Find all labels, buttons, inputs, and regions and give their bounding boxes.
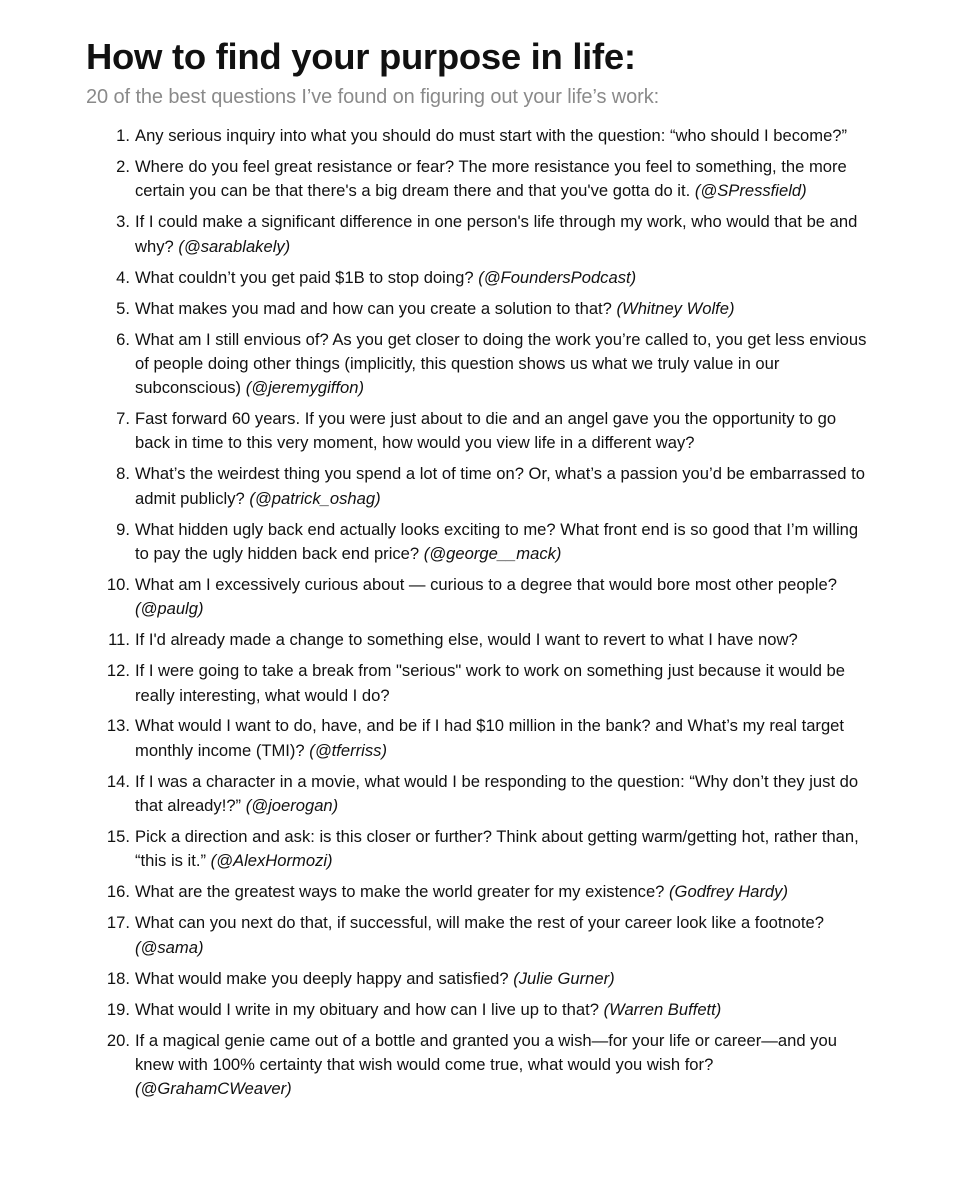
question-source: (@SPressfield) [694, 181, 807, 201]
question-text: What am I still envious of? As you get closer to doing the work you’re called to, you get less envious of people doing other things (implicitly, this question shows us what we truly value in our subconscious) [135, 329, 867, 398]
question-item-8 [86, 462, 869, 511]
question-item-13 [86, 714, 869, 763]
question-source: (@sama) [135, 937, 204, 957]
question-item-4 [86, 266, 869, 290]
question-source: (@FoundersPodcast) [478, 267, 637, 287]
page-subtitle: 20 of the best questions I’ve found on figuring out your life’s work: [86, 86, 660, 108]
question-text: What would I write in my obituary and how can I live up to that? [135, 999, 599, 1019]
question-source: (@sarablakely) [178, 236, 291, 256]
question-number: 11. [108, 630, 130, 650]
question-number: 10. [106, 574, 130, 594]
question-number: 16. [106, 882, 130, 902]
question-item-11 [86, 628, 869, 652]
question-item-18 [86, 967, 869, 991]
question-source: (@george__mack) [423, 543, 562, 563]
question-source: (Godfrey Hardy) [669, 882, 788, 902]
question-text: Any serious inquiry into what you should do must start with the question: “who should I become?” [135, 126, 848, 145]
question-text: What am I excessively curious about — curious to a degree that would bore most other people? [135, 574, 837, 594]
question-item-7 [86, 407, 869, 456]
question-source: (@tferriss) [309, 740, 387, 760]
question-source: (@jeremygiffon) [245, 378, 364, 398]
question-item-9 [86, 518, 869, 567]
question-source: (@paulg) [135, 599, 204, 619]
question-number: 13. [106, 716, 130, 736]
question-text: If I was a character in a movie, what would I be responding to the question: “Why don’t they just do that already!?” [135, 771, 859, 816]
question-text: What makes you mad and how can you create a solution to that? [135, 298, 612, 318]
question-number: 7. [116, 409, 130, 429]
question-number: 12. [106, 661, 130, 681]
question-item-20 [86, 1029, 869, 1102]
question-item-16 [86, 880, 869, 904]
question-item-15 [86, 825, 869, 874]
question-item-14 [86, 770, 869, 819]
question-source: (@AlexHormozi) [210, 851, 333, 871]
question-text: If a magical genie came out of a bottle and granted you a wish—for your life or career—and you knew with 100% certainty that wish would come true, what would you wish for? [135, 1030, 837, 1074]
question-number: 14. [106, 771, 130, 791]
question-item-10 [86, 573, 869, 622]
question-number: 20. [106, 1030, 130, 1050]
page-title: How to find your purpose in life: [86, 36, 636, 77]
question-source: (Julie Gurner) [513, 968, 615, 988]
question-number: 5. [116, 298, 130, 318]
question-text: Pick a direction and ask: is this closer or further? Think about getting warm/getting hot, rather than, “this is it.” [135, 827, 859, 871]
question-text: Where do you feel great resistance or fear? The more resistance you feel to something, the more certain you can be that there's a big dream there and that you've gotta do it. [135, 156, 847, 201]
question-item-1 [86, 124, 869, 148]
question-number: 2. [116, 156, 130, 176]
question-source: (@joerogan) [245, 796, 339, 816]
question-number: 15. [106, 827, 130, 847]
question-text: What hidden ugly back end actually looks exciting to me? What front end is so good that I’m willing to pay the ugly hidden back end price? [135, 519, 859, 563]
question-text: If I could make a significant difference in one person's life through my work, who would that be and why? [135, 212, 858, 256]
question-text: What would make you deeply happy and satisfied? [135, 968, 509, 988]
question-source: (@patrick_oshag) [249, 488, 381, 508]
question-source: (Whitney Wolfe) [616, 298, 735, 318]
question-number: 8. [116, 464, 130, 484]
question-item-2 [86, 155, 869, 204]
question-source: (Warren Buffett) [603, 999, 722, 1019]
question-number: 3. [116, 212, 130, 232]
question-source: (@GrahamCWeaver) [135, 1079, 292, 1099]
question-text: What can you next do that, if successful, will make the rest of your career look like a footnote? [135, 913, 824, 933]
questions-list [86, 124, 903, 1101]
question-text: What would I want to do, have, and be if I had $10 million in the bank? and What’s my real target monthly income (TMI)? [135, 716, 845, 760]
question-text: What couldn’t you get paid $1B to stop doing? [135, 267, 474, 287]
question-text: What’s the weirdest thing you spend a lot of time on? Or, what’s a passion you’d be embarrassed to admit publicly? [135, 464, 865, 508]
question-number: 4. [116, 267, 130, 287]
question-text: Fast forward 60 years. If you were just about to die and an angel gave you the opportunity to go back in time to this very moment, how would you view life in a different way? [135, 409, 837, 453]
question-text: If I'd already made a change to something else, would I want to revert to what I have now? [135, 630, 798, 650]
question-item-3 [86, 210, 869, 259]
question-number: 17. [106, 913, 130, 933]
question-number: 6. [116, 329, 130, 349]
question-text: What are the greatest ways to make the world greater for my existence? [135, 882, 665, 902]
question-item-19 [86, 998, 869, 1022]
question-number: 18. [106, 968, 130, 988]
question-number: 19. [106, 999, 130, 1019]
question-item-5 [86, 297, 869, 321]
question-item-12 [86, 659, 869, 708]
question-text: If I were going to take a break from "serious" work to work on something just because it would be really interesting, what would I do? [135, 661, 845, 705]
question-number: 9. [116, 519, 130, 539]
question-item-17 [86, 911, 869, 960]
question-item-6 [86, 328, 869, 401]
question-number: 1. [116, 126, 130, 145]
